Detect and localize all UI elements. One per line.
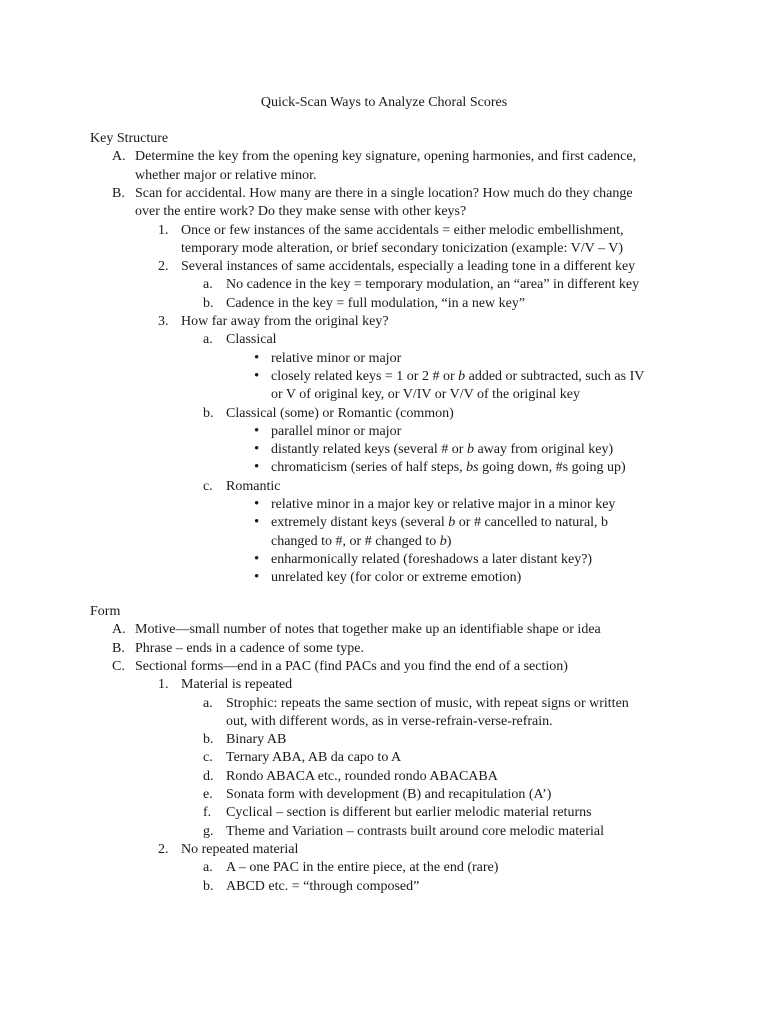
- lettered-item-text: Cyclical – section is different but earlier melodic material returns: [226, 805, 592, 821]
- bullet-item-text: chromaticism (series of half steps, bs going down, #s going up): [271, 460, 626, 476]
- bullet-item-text: distantly related keys (several # or b away from original key): [271, 442, 614, 458]
- lettered-item-text: Ternary ABA, AB da capo to A: [226, 750, 402, 766]
- lettered-item-text: Sonata form with development (B) and recapitulation (A’): [226, 787, 552, 802]
- bullet-item-text: or V of original key, or V/IV or V/V of the original key: [271, 387, 580, 403]
- bullet-item-text: unrelated key (for color or extreme emotion): [271, 570, 522, 586]
- outline-item-marker: A.: [112, 149, 126, 165]
- lettered-item-text: out, with different words, as in verse-refrain-verse-refrain.: [226, 713, 553, 729]
- bullet-item-marker: •: [254, 441, 260, 458]
- lettered-item-marker: d.: [203, 768, 214, 784]
- lettered-item-marker: g.: [203, 823, 214, 839]
- bullet-item-text: enharmonically related (foreshadows a later distant key?): [271, 551, 593, 567]
- lettered-item-marker: b.: [203, 295, 214, 311]
- lettered-item-text: Binary AB: [226, 732, 287, 748]
- outline-item-marker: A.: [112, 622, 126, 638]
- bullet-item-text: relative minor or major: [271, 350, 402, 366]
- lettered-item-text: Theme and Variation – contrasts built around core melodic material: [226, 823, 605, 839]
- lettered-item-text: Classical (some) or Romantic (common): [226, 405, 454, 421]
- section-heading: Key Structure: [90, 131, 169, 146]
- outline-item-marker: B.: [112, 185, 125, 201]
- lettered-item-text: Strophic: repeats the same section of music, with repeat signs or written: [226, 695, 629, 711]
- lettered-item-text: Classical: [226, 332, 277, 348]
- lettered-item-marker: c.: [203, 750, 213, 766]
- outline-item-marker: C.: [112, 658, 125, 674]
- lettered-item-marker: a.: [203, 695, 213, 711]
- bullet-item-marker: •: [254, 422, 260, 439]
- lettered-item-marker: f.: [203, 805, 212, 821]
- numbered-item-marker: 3.: [158, 314, 169, 329]
- bullet-item-marker: •: [254, 367, 260, 384]
- lettered-item-text: ABCD etc. = “through composed”: [226, 878, 420, 894]
- outline-item-text: Scan for accidental. How many are there in a single location? How much do they change: [135, 185, 633, 201]
- outline-item-text: over the entire work? Do they make sense with other keys?: [135, 204, 467, 220]
- bullet-item-text: parallel minor or major: [271, 423, 402, 439]
- bullet-item-marker: •: [254, 514, 260, 531]
- outline-item-text: Motive—small number of notes that together make up an identifiable shape or idea: [135, 622, 601, 638]
- outline-item-text: Phrase – ends in a cadence of some type.: [135, 640, 364, 656]
- outline-item-text: whether major or relative minor.: [135, 167, 317, 183]
- lettered-item-marker: e.: [203, 787, 213, 802]
- bullet-item-marker: •: [254, 496, 260, 512]
- lettered-item-marker: b.: [203, 405, 214, 421]
- outline-item-marker: B.: [112, 640, 125, 656]
- lettered-item-marker: b.: [203, 878, 214, 894]
- numbered-item-text: How far away from the original key?: [181, 314, 389, 329]
- lettered-item-marker: a.: [203, 332, 213, 348]
- numbered-item-marker: 2.: [158, 841, 169, 857]
- lettered-item-text: Rondo ABACA etc., rounded rondo ABACABA: [226, 768, 498, 784]
- bullet-item-text: closely related keys = 1 or 2 # or b added or subtracted, such as IV: [271, 368, 645, 384]
- lettered-item-text: Romantic: [226, 478, 281, 494]
- outline-item-text: Determine the key from the opening key signature, opening harmonies, and first cadence,: [135, 149, 637, 165]
- lettered-item-marker: a.: [203, 277, 213, 293]
- bullet-item-marker: •: [254, 550, 260, 567]
- outline-item-text: Sectional forms—end in a PAC (find PACs and you find the end of a section): [135, 658, 568, 674]
- numbered-item-text: No repeated material: [181, 841, 299, 857]
- section-heading: Form: [90, 604, 121, 619]
- lettered-item-marker: a.: [203, 860, 213, 876]
- numbered-item-text: Several instances of same accidentals, especially a leading tone in a different key: [181, 259, 636, 275]
- bullet-item-text: extremely distant keys (several b or # cancelled to natural, b: [271, 515, 609, 531]
- numbered-item-marker: 1.: [158, 222, 169, 238]
- bullet-item-text: changed to #, or # changed to b): [271, 533, 452, 549]
- bullet-item-marker: •: [254, 349, 260, 366]
- numbered-item-text: temporary mode alteration, or brief secondary tonicization (example: V/V – V): [181, 240, 624, 256]
- bullet-item-marker: •: [254, 459, 260, 476]
- lettered-item-marker: b.: [203, 732, 214, 748]
- bullet-item-marker: •: [254, 569, 260, 586]
- lettered-item-text: A – one PAC in the entire piece, at the end (rare): [226, 860, 499, 876]
- numbered-item-text: Once or few instances of the same accidentals = either melodic embellishment,: [181, 222, 624, 238]
- lettered-item-marker: c.: [203, 478, 213, 494]
- numbered-item-text: Material is repeated: [181, 677, 293, 693]
- document-title: Quick-Scan Ways to Analyze Choral Scores: [260, 95, 508, 110]
- lettered-item-text: Cadence in the key = full modulation, “in a new key”: [226, 295, 526, 311]
- bullet-item-text: relative minor in a major key or relative major in a minor key: [271, 497, 616, 512]
- numbered-item-marker: 1.: [158, 677, 169, 693]
- lettered-item-text: No cadence in the key = temporary modulation, an “area” in different key: [226, 277, 640, 293]
- numbered-item-marker: 2.: [158, 259, 169, 275]
